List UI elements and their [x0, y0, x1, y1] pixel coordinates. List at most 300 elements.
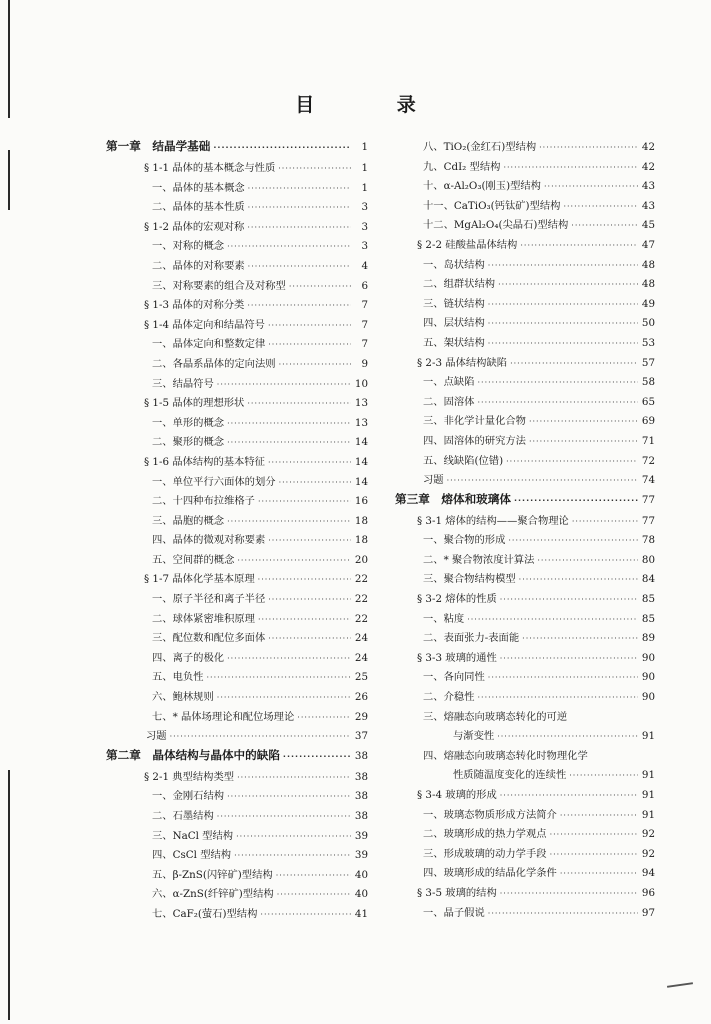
toc-leader-dots [227, 517, 351, 526]
toc-page-number: 69 [641, 415, 655, 428]
toc-entry [106, 433, 368, 453]
toc-entry-title: § 3-3 玻璃的通性 [417, 651, 497, 664]
toc-leader-dots [477, 398, 638, 407]
toc-leader-dots [544, 182, 638, 191]
toc-entry-title: § 1-6 晶体结构的基本特征 [144, 455, 265, 468]
toc-page-number: 91 [641, 730, 655, 743]
toc-leader-dots [227, 242, 351, 251]
toc-page-number: 80 [641, 553, 655, 566]
toc-leader-dots [506, 457, 638, 466]
toc-page-number: 37 [354, 730, 368, 743]
toc-entry [395, 256, 655, 276]
toc-entry-title: 三、形成玻璃的动力学手段 [423, 847, 547, 860]
toc-entry [395, 551, 655, 571]
toc-leader-dots [500, 791, 638, 800]
toc-entry [106, 277, 368, 297]
toc-leader-dots [236, 832, 351, 841]
toc-leader-dots [477, 378, 638, 387]
toc-entry-title: § 2-3 晶体结构缺陷 [417, 356, 508, 369]
toc-entry-title: 五、空间群的概念 [152, 553, 235, 566]
toc-leader-dots [258, 615, 351, 624]
toc-page-number: 42 [641, 141, 655, 153]
toc-entry [106, 375, 368, 395]
toc-entry [106, 885, 368, 905]
toc-entry-title: 一、聚合物的形成 [423, 534, 506, 547]
toc-entry [395, 177, 655, 197]
toc-entry-title: 九、CdI₂ 型结构 [423, 160, 501, 173]
toc-entry [106, 807, 368, 827]
toc-leader-dots [503, 163, 638, 172]
toc-leader-dots [497, 732, 638, 741]
toc-entry-title: 六、鲍林规则 [152, 691, 214, 704]
toc-page-number: 91 [641, 789, 655, 801]
toc-entry-title: 二、晶体的对称要素 [152, 259, 245, 272]
toc-page-number: 47 [641, 238, 655, 251]
toc-page-number: 38 [354, 770, 368, 783]
toc-entry-title: 三、晶胞的概念 [152, 514, 225, 527]
toc-entry [395, 845, 655, 865]
toc-leader-dots [170, 732, 351, 741]
toc-leader-dots [237, 556, 351, 565]
toc-entry-title: § 3-2 熔体的性质 [417, 593, 497, 606]
toc-page-number: 1 [361, 181, 368, 194]
toc-entry-title: 六、α-ZnS(纤锌矿)型结构 [152, 888, 274, 901]
toc-entry [395, 904, 655, 924]
toc-page-number: 72 [641, 454, 655, 467]
toc-page-number: 40 [354, 888, 368, 901]
toc-leader-dots [289, 282, 351, 291]
toc-entry-title: 七、CaF₂(萤石)型结构 [152, 907, 258, 920]
toc-leader-dots [563, 202, 638, 211]
toc-leader-dots [279, 478, 351, 487]
toc-leader-dots [278, 164, 351, 173]
toc-entry-title: 二、球体紧密堆积原理 [152, 612, 255, 625]
toc-entry [106, 355, 368, 375]
toc-entry [106, 394, 368, 414]
toc-page-number: 45 [641, 219, 655, 232]
toc-entry-title: 一、原子半径和离子半径 [152, 593, 266, 606]
toc-entry-title: 三、配位数和配位多面体 [152, 632, 266, 645]
toc-page-number: 48 [641, 278, 655, 291]
toc-entry-title: 五、电负性 [152, 671, 204, 684]
toc-page-number: 24 [354, 632, 368, 645]
toc-page-number: 26 [354, 691, 368, 704]
toc-leader-dots [500, 595, 638, 604]
toc-leader-dots [539, 143, 638, 152]
toc-entry [106, 512, 368, 532]
toc-entry-title: 一、单形的概念 [152, 416, 225, 429]
toc-entry [106, 905, 368, 925]
toc-leader-dots [227, 438, 351, 447]
toc-entry [395, 334, 655, 354]
toc-page-number: 7 [361, 318, 368, 331]
toc-leader-dots [277, 890, 351, 899]
toc-chapter-entry [106, 138, 368, 159]
page-title: 目 录 [295, 94, 454, 116]
toc-entry [106, 866, 368, 886]
toc-leader-dots [268, 458, 351, 467]
toc-page-number: 3 [361, 240, 368, 253]
toc-leader-dots [498, 280, 638, 289]
toc-entry [106, 787, 368, 807]
toc-entry-title: 二、介稳性 [423, 691, 475, 704]
toc-page-number: 13 [354, 416, 368, 429]
toc-entry-title: 一、晶子假说 [423, 906, 485, 919]
toc-leader-dots [276, 871, 351, 880]
toc-entry-title: 与渐变性 [453, 730, 495, 743]
toc-page-number: 91 [641, 808, 655, 821]
toc-entry [395, 531, 655, 551]
toc-leader-dots [217, 380, 351, 389]
toc-page-number: 48 [641, 258, 655, 271]
toc-leader-dots [227, 792, 351, 801]
toc-page-number: 78 [641, 534, 655, 547]
toc-entry [395, 649, 655, 669]
toc-page-number: 1 [361, 162, 368, 174]
toc-page-number: 40 [354, 868, 368, 881]
toc-entry-title: 八、TiO₂(金红石)型结构 [423, 141, 537, 153]
toc-leader-dots [268, 536, 351, 545]
toc-page-number: 13 [354, 397, 368, 410]
toc-page-number: 65 [641, 395, 655, 408]
toc-page-number: 4 [361, 259, 368, 272]
toc-entry-title: 第三章 熔体和玻璃体 [395, 491, 511, 506]
toc-leader-dots [514, 496, 638, 505]
toc-page-number: 53 [641, 336, 655, 349]
toc-leader-dots [247, 223, 351, 232]
toc-entry [395, 786, 655, 806]
toc-leader-dots [500, 889, 638, 898]
toc-page-number: 18 [354, 534, 368, 547]
toc-leader-dots [279, 360, 351, 369]
toc-entry-title: 一、玻璃态物质形成方法简介 [423, 808, 557, 821]
toc-leader-dots [260, 910, 351, 919]
toc-entry-title: 二、* 聚合物浓度计算法 [423, 553, 535, 566]
toc-page-number: 25 [354, 671, 368, 684]
toc-entry-title: 二、组群状结构 [423, 278, 496, 291]
toc-entry-title: § 3-1 熔体的结构——聚合物理论 [417, 514, 569, 527]
toc-page-number: 85 [641, 593, 655, 606]
toc-entry [395, 158, 655, 178]
toc-entry [106, 159, 368, 179]
toc-entry-title: 五、架状结构 [423, 336, 485, 349]
toc-chapter-entry [106, 747, 368, 768]
toc-page-number: 20 [354, 553, 368, 566]
toc-page-number: 3 [361, 220, 368, 233]
toc-page-number: 77 [641, 514, 655, 527]
toc-entry-title: § 1-5 晶体的理想形状 [144, 397, 245, 410]
toc-leader-dots [537, 556, 638, 565]
toc-entry-title: 第二章 晶体结构与晶体中的缺陷 [106, 747, 280, 762]
toc-entry [395, 236, 655, 256]
toc-page-number: 58 [641, 376, 655, 389]
toc-entry [106, 708, 368, 728]
toc-page-number: 39 [354, 829, 368, 842]
toc-page-number: 7 [361, 299, 368, 312]
toc-leader-dots [519, 575, 638, 584]
toc-entry [395, 295, 655, 315]
toc-leader-dots [520, 241, 638, 250]
toc-page-number: 77 [641, 493, 655, 506]
toc-leader-dots [248, 262, 351, 271]
toc-page-number: 90 [641, 651, 655, 664]
toc-leader-dots [248, 184, 351, 193]
toc-entry [395, 668, 655, 688]
toc-entry [106, 237, 368, 257]
toc-entry [395, 766, 655, 786]
toc-page-number: 92 [641, 847, 655, 860]
toc-entry [395, 864, 655, 884]
toc-entry-title: 一、对称的概念 [152, 240, 225, 253]
toc-entry-title: 四、CsCl 型结构 [152, 849, 232, 862]
toc-leader-dots [217, 693, 351, 702]
toc-leader-dots [227, 654, 351, 663]
toc-entry-title: 五、β-ZnS(闪锌矿)型结构 [152, 868, 273, 881]
toc-leader-dots [477, 693, 638, 702]
toc-left-column [106, 138, 368, 925]
toc-page-number: 42 [641, 160, 655, 173]
scan-margin-line [8, 150, 10, 210]
toc-leader-dots [268, 634, 351, 643]
toc-leader-dots [467, 615, 638, 624]
toc-entry [395, 216, 655, 236]
toc-leader-dots [571, 221, 638, 230]
toc-page-number: 90 [641, 671, 655, 684]
toc-leader-dots [550, 850, 638, 859]
toc-entry-title: § 1-7 晶体化学基本原理 [144, 573, 255, 586]
toc-leader-dots [508, 536, 638, 545]
toc-entry-title: 性质随温度变化的连续性 [453, 769, 567, 782]
toc-leader-dots [569, 771, 638, 780]
toc-page-number: 97 [641, 906, 655, 919]
toc-entry [106, 453, 368, 473]
toc-page-number: 90 [641, 691, 655, 704]
toc-page-number: 49 [641, 297, 655, 310]
toc-leader-dots [297, 713, 351, 722]
toc-page-number: 74 [641, 474, 655, 487]
toc-entry [395, 570, 655, 590]
toc-entry-title: 一、岛状结构 [423, 258, 485, 271]
toc-entry-title: § 3-5 玻璃的结构 [417, 886, 497, 899]
toc-leader-dots [447, 476, 638, 485]
toc-entry-title: 三、熔融态向玻璃态转化的可逆 [423, 710, 568, 723]
toc-entry-title: 十一、CaTiO₃(钙钛矿)型结构 [423, 199, 561, 212]
toc-page-number: 89 [641, 632, 655, 645]
toc-leader-dots [500, 654, 638, 663]
toc-leader-dots [488, 909, 638, 918]
scan-artifact-stroke [667, 982, 693, 988]
toc-entry [395, 708, 655, 728]
toc-entry-title: 三、NaCl 型结构 [152, 829, 234, 842]
toc-entry [106, 846, 368, 866]
toc-page-number: 84 [641, 573, 655, 586]
toc-entry [106, 727, 368, 747]
toc-entry [106, 610, 368, 630]
toc-entry [395, 747, 655, 767]
toc-entry [395, 825, 655, 845]
toc-entry [106, 649, 368, 669]
toc-entry [106, 590, 368, 610]
toc-entry [106, 179, 368, 199]
toc-entry [106, 531, 368, 551]
toc-leader-dots [268, 595, 351, 604]
toc-leader-dots [258, 497, 351, 506]
toc-entry-title: 四、晶体的微观对称要素 [152, 534, 266, 547]
toc-leader-dots [560, 869, 638, 878]
toc-leader-dots [488, 319, 638, 328]
toc-entry [106, 257, 368, 277]
toc-entry [106, 218, 368, 238]
toc-page-number: 29 [354, 710, 368, 723]
toc-page-number: 38 [354, 790, 368, 803]
toc-page-number: 14 [354, 455, 368, 468]
toc-leader-dots [529, 417, 638, 426]
toc-entry-title: 第一章 结晶学基础 [106, 139, 211, 153]
toc-page-number: 22 [354, 593, 368, 606]
toc-entry [395, 590, 655, 610]
toc-page-number: 10 [354, 377, 368, 390]
toc-page-number: 1 [361, 141, 368, 153]
toc-page-number: 94 [641, 867, 655, 880]
toc-entry [106, 473, 368, 493]
toc-entry-title: 二、各晶系晶体的定向法则 [152, 357, 276, 370]
toc-entry-title: 一、各向同性 [423, 671, 485, 684]
toc-leader-dots [227, 419, 351, 428]
toc-leader-dots [283, 752, 351, 761]
toc-leader-dots [572, 517, 638, 526]
toc-page-number: 96 [641, 886, 655, 899]
toc-entry [106, 629, 368, 649]
toc-entry-title: 四、玻璃形成的结晶化学条件 [423, 867, 557, 880]
toc-entry-title: 七、* 晶体场理论和配位场理论 [152, 710, 295, 723]
toc-leader-dots [258, 575, 351, 584]
toc-entry [106, 551, 368, 571]
toc-leader-dots [237, 773, 351, 782]
toc-entry-title: 四、熔融态向玻璃态转化时物理化学 [423, 749, 588, 762]
toc-entry-title: § 1-3 晶体的对称分类 [144, 299, 245, 312]
toc-entry-title: 二、固溶体 [423, 395, 475, 408]
toc-page-number: 91 [641, 769, 655, 782]
toc-entry-title: 二、玻璃形成的热力学观点 [423, 828, 547, 841]
toc-leader-dots [488, 300, 638, 309]
toc-leader-dots [247, 301, 351, 310]
toc-entry [106, 492, 368, 512]
toc-entry [395, 197, 655, 217]
toc-page-number: 7 [361, 338, 368, 351]
toc-entry [106, 668, 368, 688]
toc-entry-title: 一、点缺陷 [423, 376, 475, 389]
toc-page-number: 14 [354, 436, 368, 449]
toc-entry [395, 314, 655, 334]
toc-page-number: 9 [361, 357, 368, 370]
toc-entry-title: 一、单位平行六面体的划分 [152, 475, 276, 488]
toc-entry [395, 138, 655, 158]
toc-page-number: 43 [641, 180, 655, 193]
toc-leader-dots [234, 851, 351, 860]
toc-entry-title: 一、金刚石结构 [152, 790, 225, 803]
toc-entry [395, 806, 655, 826]
toc-entry-title: § 1-2 晶体的宏观对称 [144, 220, 245, 233]
toc-entry [395, 275, 655, 295]
toc-leader-dots [217, 812, 351, 821]
toc-entry [106, 768, 368, 788]
toc-entry-title: 二、聚形的概念 [152, 436, 225, 449]
toc-entry-title: 二、十四种布拉维格子 [152, 495, 255, 508]
toc-page-number: 6 [361, 279, 368, 292]
toc-entry-title: 五、线缺陷(位错) [423, 454, 504, 467]
toc-entry [395, 471, 655, 491]
toc-entry-title: 三、非化学计量化合物 [423, 415, 526, 428]
toc-entry [395, 412, 655, 432]
toc-page-number: 38 [354, 749, 368, 762]
toc-page-number: 3 [361, 201, 368, 214]
toc-entry [395, 727, 655, 747]
toc-entry-title: 习题 [146, 730, 167, 743]
toc-chapter-entry [395, 491, 655, 512]
toc-entry [106, 296, 368, 316]
toc-entry-title: § 1-1 晶体的基本概念与性质 [144, 162, 276, 174]
toc-entry [395, 884, 655, 904]
toc-entry-title: 三、链状结构 [423, 297, 485, 310]
toc-entry [395, 373, 655, 393]
toc-page-number: 92 [641, 828, 655, 841]
toc-page-number: 41 [354, 907, 368, 920]
toc-entry [106, 316, 368, 336]
toc-leader-dots [206, 673, 351, 682]
scan-margin-line [8, 770, 10, 1020]
toc-leader-dots [550, 830, 638, 839]
toc-leader-dots [488, 339, 638, 348]
toc-entry [395, 393, 655, 413]
toc-entry [106, 827, 368, 847]
toc-entry [106, 198, 368, 218]
toc-right-column [395, 138, 655, 923]
toc-page-number: 14 [354, 475, 368, 488]
toc-entry-title: 二、晶体的基本性质 [152, 201, 245, 214]
toc-entry-title: 三、聚合物结构模型 [423, 573, 516, 586]
toc-entry-title: 四、固溶体的研究方法 [423, 434, 526, 447]
toc-leader-dots [268, 321, 351, 330]
toc-leader-dots [268, 340, 351, 349]
toc-entry-title: 二、表面张力-表面能 [423, 632, 520, 645]
toc-page-number: 38 [354, 810, 368, 822]
toc-leader-dots [247, 399, 351, 408]
toc-entry [395, 354, 655, 374]
toc-leader-dots [488, 673, 638, 682]
toc-entry-title: 三、对称要素的组合及对称型 [152, 279, 286, 292]
toc-entry [395, 610, 655, 630]
toc-page-number: 43 [641, 199, 655, 212]
toc-leader-dots [522, 634, 638, 643]
toc-page-number: 22 [354, 612, 368, 625]
toc-entry-title: 一、粘度 [423, 612, 465, 625]
toc-entry [395, 512, 655, 532]
toc-leader-dots [488, 261, 638, 270]
toc-page-number: 57 [641, 356, 655, 369]
toc-page-number: 50 [641, 317, 655, 330]
toc-page-number: 18 [354, 514, 368, 527]
toc-leader-dots [510, 359, 638, 368]
toc-entry [106, 688, 368, 708]
toc-leader-dots [560, 811, 638, 820]
toc-leader-dots [529, 437, 638, 446]
toc-leader-dots [213, 143, 351, 152]
toc-entry-title: 十二、MgAl₂O₄(尖晶石)型结构 [423, 219, 569, 232]
toc-page-number: 16 [354, 495, 368, 508]
toc-entry-title: § 1-4 晶体定向和结晶符号 [144, 318, 265, 331]
toc-page-number: 24 [354, 651, 368, 664]
toc-entry-title: 十、α-Al₂O₃(刚玉)型结构 [423, 180, 541, 193]
